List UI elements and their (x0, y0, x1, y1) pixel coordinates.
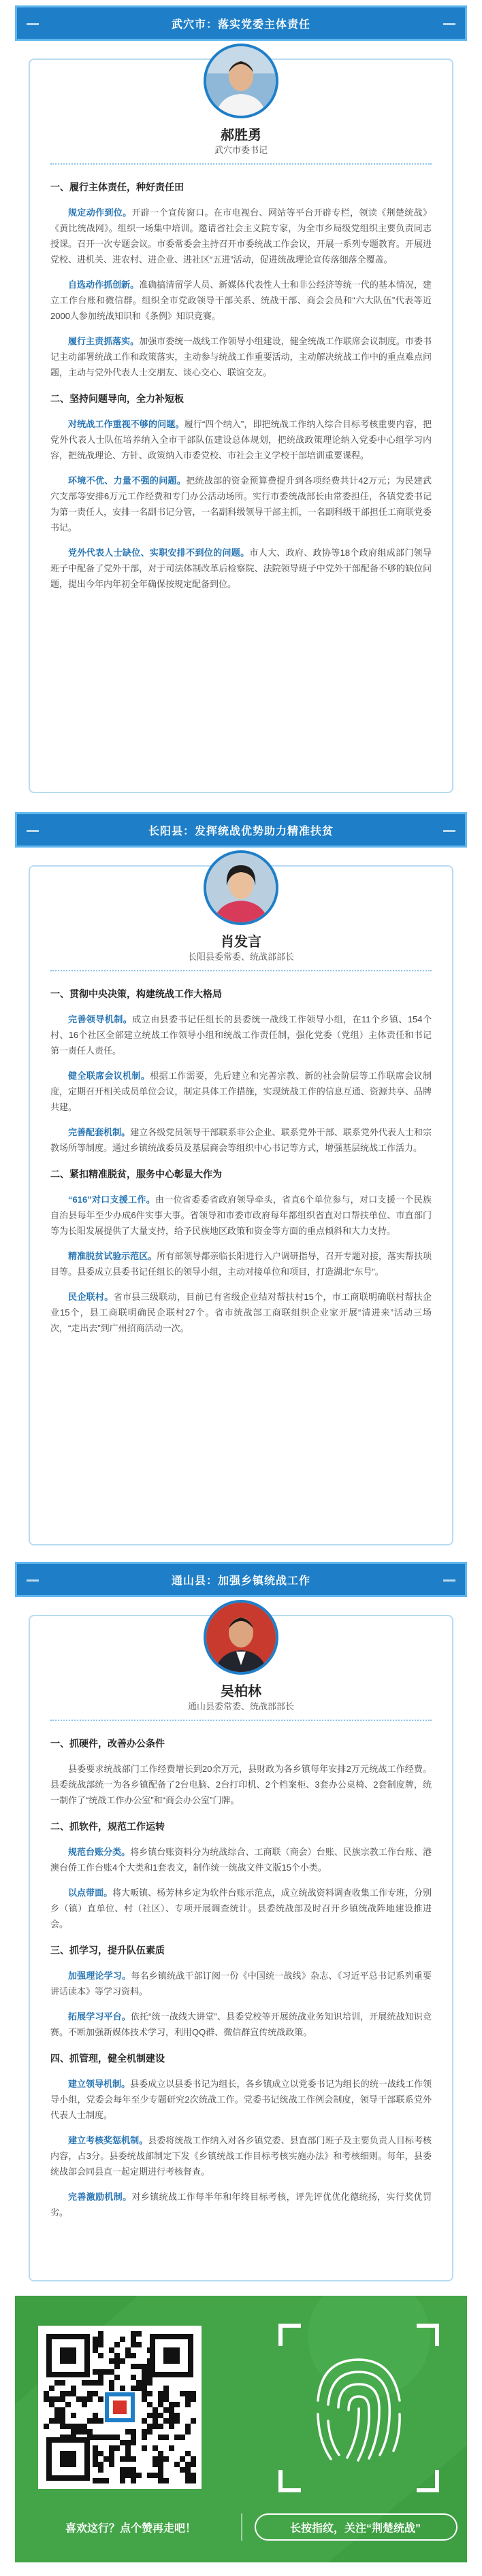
person-name: 肖发言 (221, 935, 261, 950)
paragraph-text: 加强市委统一战线工作领导小组建设，健全统战工作联席会议制度。市委书记主动部署统战工作和政策落实，主动参与统战工作重要活动，主动解决统战工作中的重点难点问题，主动与党外代表人士交朋友、谈心交心、联谊交友。 (50, 336, 432, 378)
paragraph (50, 205, 432, 267)
fingerprint-scanner[interactable] (274, 2319, 444, 2497)
paragraph-text: 将大畈镇、杨芳林乡定为软件台账示范点，成立统战资料调查收集工作专班，分别乡（镇）直单位、村（社区）、专项开展调查统计。县委统战部及时召开乡镇统战阵地建设推进会。 (50, 1888, 432, 1929)
paragraph-lead: 规定动作到位。 (68, 207, 132, 218)
person-title: 通山县委常委、统战部部长 (187, 1701, 294, 1711)
section-heading: 三、抓学习，提升队伍素质 (50, 1945, 165, 1956)
paragraph-text: 依托“统一战线大讲堂”、县委党校等开展统战业务知识培训，开展统战知识竞赛。不断加强新媒体技术学习，利用QQ群、微信群宣传统战政策。 (50, 2011, 432, 2037)
paragraph-text: 由一位省委委省政府领导牵头，省直6个单位参与，对口支援一个民族自治县每年至少办成6件实事大事。省领导和市委市政府每年都组织省直对口帮扶单位、市直部门等为长阳发展提供了大量支持，给予民族地区政策和资金等方面的重点倾斜和大力支持。 (50, 1194, 432, 1236)
paragraph-lead: “616”对口支援工作。 (68, 1194, 156, 1205)
paragraph-text: 省市县三级联动，目前已有省级企业结对帮扶村15个，市工商联明确联村帮扶企业15个，县工商联明确民企联村27个。省市统战部工商联组织企业家开展“清进来”活动三场次，“走出去”到广州招商活动一次。 (50, 1292, 432, 1333)
section-heading: 一、抓硬件，改善办公条件 (50, 1738, 165, 1749)
paragraph-lead: 健全联席会议机制。 (68, 1071, 150, 1081)
paragraph-lead: 完善配套机制。 (68, 1127, 131, 1137)
paragraph-text: 建立各级党员领导干部联系非公企业、联系党外干部、联系党外代表人士和宗教场所等制度。通过乡镇统战委员及基层商会等组织中心书记等方式，增强基层统战工作活力。 (50, 1127, 432, 1153)
paragraph-lead: 以点带面。 (68, 1888, 113, 1898)
paragraph-lead: 环境不优、力量不强的问题。 (68, 475, 187, 486)
paragraph (50, 545, 432, 592)
paragraph-text: 开辟一个宣传窗口。在市电视台、网站等平台开辟专栏，领读《荆楚统战》《黄比统战网》。组织一场集中培训。邀请省社会主义院专家，为全市乡局级党组织主要负责同志授课。召开一次专题会议。市委常委会主持召开市委统战工作会议，开展一系列专题教育。开展进党校、进机关、进农村、进企业、进社区“五进”活动，促进统战理论宣传落细落全覆盖。 (50, 207, 432, 265)
paragraph (50, 2189, 432, 2220)
qr-code-icon (38, 2326, 202, 2489)
person-name: 吴柏林 (221, 1684, 261, 1699)
section-heading: 二、坚持问题导向，全力补短板 (50, 393, 184, 404)
paragraph-lead: 拓展学习平台。 (68, 2011, 131, 2022)
paragraph (50, 2076, 432, 2123)
section-banner-wuxue (15, 5, 467, 41)
footer-separator (241, 2513, 242, 2541)
paragraph-lead: 民企联村。 (68, 1292, 114, 1302)
section-banner-tongshan (15, 1562, 467, 1597)
paragraph-lead: 自选动作抓创新。 (68, 280, 140, 290)
paragraph (50, 1124, 432, 1156)
avatar-wu (204, 1600, 278, 1675)
paragraph-text: 把统战部的资金预算费提升到各项经费共计42万元；为民建武穴支部等安排6万元工作经费和专门办公活动场所。实行市委统战部长由常委担任，各镇党委书记为第一责任人，安排一名副书记分管，一名副科级领导干部主抓，一名副科级干部担任工商联党委书记。 (50, 475, 432, 533)
paragraph-lead: 建立领导机制。 (68, 2079, 131, 2089)
paragraph (50, 473, 432, 535)
footer-promo (15, 2296, 467, 2562)
section-heading: 二、紧扣精准脱贫，服务中心彰显大作为 (50, 1169, 222, 1180)
paragraph (50, 277, 432, 324)
article-body (50, 169, 432, 601)
divider (50, 1720, 432, 1721)
paragraph (50, 1885, 432, 1932)
paragraph (50, 2132, 432, 2179)
paragraph-text: 根据工作需要，先后建立和完善宗教、新的社会阶层等工作联席会议制度，定期召开相关成员单位会议，制定具体工作措施，实现统战工作的信息互通、资源共享、品牌共建。 (50, 1071, 432, 1112)
paragraph-text: 所有部领导都亲临长阳进行入户调研指导，召开专题对接，落实帮扶项目等。县委成立县委书记任组长的领导小组，主动对接单位和项目，打造湖北“东号”。 (50, 1251, 432, 1277)
like-caption[interactable]: 喜欢这行？点个赞再走吧！ (65, 2522, 196, 2535)
section-heading: 一、贯彻中央决策，构建统战工作大格局 (50, 988, 222, 999)
paragraph (50, 1289, 432, 1336)
paragraph-lead: 精准脱贫试验示范区。 (68, 1251, 157, 1261)
qr-code[interactable] (38, 2326, 202, 2489)
paragraph (50, 1248, 432, 1279)
divider (50, 163, 432, 165)
paragraph-lead: 对统战工作重视不够的问题。 (68, 419, 184, 429)
fingerprint-icon (274, 2319, 444, 2497)
paragraph (50, 1761, 432, 1808)
paragraph (50, 1968, 432, 1999)
person-name: 郝胜勇 (221, 128, 261, 143)
paragraph-text: 成立由县委书记任组长的县委统一战线工作领导小组，在11个乡镇、154个村、16个社区全部建立统战工作领导小组和统战工作责任制，强化党委（党组）主体责任和书记第一责任人责任。 (50, 1014, 432, 1056)
paragraph-lead: 加强理论学习。 (68, 1971, 131, 1981)
section-heading: 二、抓软件，规范工作运转 (50, 1821, 165, 1832)
paragraph (50, 333, 432, 380)
paragraph-lead: 党外代表人士缺位、实职安排不到位的问题。 (68, 548, 250, 558)
paragraph-text: 县委要求统战部门工作经费增长到20余万元，县财政为各乡镇每年安排2万元统战工作经费。县委统战部统一为各乡镇配备了2台电脑、2台打印机、2个档案柜、3套办公桌椅、2套制度牌，统一制作了“统战工作办公室”和“商会办公室”门牌。 (50, 1764, 432, 1805)
follow-caption[interactable]: 长按指纹，关注“荆楚统战” (289, 2522, 421, 2535)
avatar-xiao (204, 850, 278, 925)
section-banner-text: 长阳县：发挥统战优势助力精准扶贫 (148, 825, 334, 837)
article-body (50, 1725, 432, 2230)
paragraph (50, 1192, 432, 1239)
paragraph-lead: 规范台账分类。 (68, 1847, 131, 1857)
paragraph-text: 市人大、政府、政协等18个政府组成部门领导班子中配备了党外干部，对于司法体制改革后检察院、法院领导班子中党外干部配备不够的缺位问题，提出今年内年初全年确保按规定配备到位。 (50, 548, 432, 589)
section-banner-text: 通山县：加强乡镇统战工作 (171, 1575, 310, 1587)
paragraph-text: 将乡镇台账资料分为统战综合、工商联（商会）台账、民族宗教工作台账、港澳台侨工作台账4个大类和1套表文，制作统一统战文件文版15个小类。 (50, 1847, 432, 1873)
avatar-hao (204, 44, 278, 118)
paragraph-lead: 完善领导机制。 (68, 1014, 133, 1024)
paragraph-lead: 完善激励机制。 (68, 2192, 132, 2202)
section-banner-changyang (15, 812, 467, 848)
paragraph (50, 2009, 432, 2040)
paragraph-text: 县委成立以县委书记为组长，各乡镇成立以党委书记为组长的统一战线工作领导小组，党委会每年至少专题研究2次统战工作。党委书记统战工作例会制度，领导干部联系党外代表人士制度。 (50, 2079, 432, 2120)
paragraph (50, 416, 432, 463)
section-heading: 四、抓管理，健全机制建设 (50, 2053, 165, 2064)
paragraph-text: 准确搞清留学人员、新媒体代表性人士和非公经济等统一代的基本情况，建立工作台账和微信群。组织全市党政领导干部关系、统战干部、商会会员和“六大队伍”代表等近2000人参加统战知识和《条例》知识竞赛。 (50, 280, 432, 321)
paragraph-text: 县委将统战工作纳入对各乡镇党委、县直部门班子及主要负责人目标考核内容，占3分。县委统战部制定下发《乡镇统战工作目标考核实施办法》和考核细则。每年，县委统战部会同县直一起定期进行考核督查。 (50, 2135, 432, 2177)
paragraph-text: 对乡镇统战工作每半年和年终目标考核，评先评优优化德统扬，实行奖优罚劣。 (50, 2192, 432, 2218)
paragraph-text: 每名乡镇统战干部订阅一份《中国统一战线》杂志、《习近平总书记系列重要讲话读本》等学习资料。 (50, 1971, 432, 1996)
section-banner-text: 武穴市：落实党委主体责任 (171, 18, 310, 31)
paragraph (50, 1011, 432, 1058)
paragraph-lead: 建立考核奖惩机制。 (68, 2135, 148, 2145)
paragraph (50, 1844, 432, 1875)
person-title: 长阳县委常委、统战部部长 (187, 952, 294, 962)
person-title: 武穴市委书记 (214, 145, 268, 155)
divider (50, 970, 432, 971)
section-heading: 一、履行主体责任，种好责任田 (50, 182, 184, 193)
paragraph-text: 履行“四个纳入”，即把统战工作纳入综合目标考核重要内容，把党外代表人士队伍培养纳入全市干部队伍建设总体规划，把统战政策理论纳入党委中心组学习内容，把统战理论、方针、政策纳入市委党校、市社会主义学校干部培训重要课程。 (50, 419, 432, 461)
paragraph-lead: 履行主责抓落实。 (68, 336, 140, 346)
paragraph (50, 1068, 432, 1115)
article-body (50, 975, 432, 1345)
